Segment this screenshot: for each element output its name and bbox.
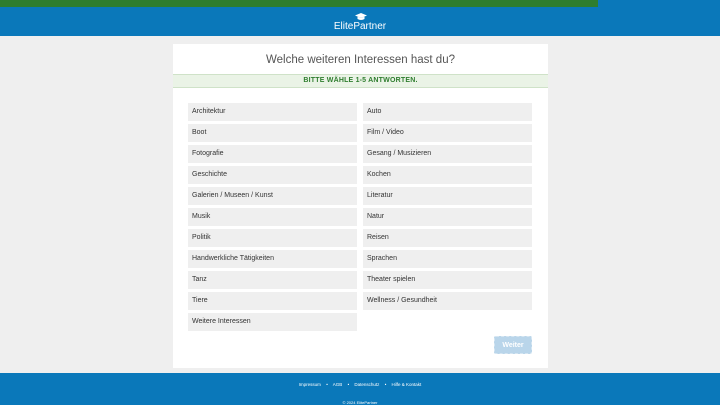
interest-option[interactable]: Literatur [363,187,532,205]
interest-options [188,103,533,333]
interest-option[interactable]: Tanz [188,271,357,289]
footer-links [0,382,720,387]
interest-option[interactable]: Fotografie [188,145,357,163]
logo-text[interactable]: ElitePartner [333,21,387,32]
footer-separator: • [347,382,350,387]
header [0,7,720,36]
graduation-cap-icon [355,13,367,21]
interest-option[interactable]: Musik [188,208,357,226]
interest-option[interactable]: Geschichte [188,166,357,184]
interest-option[interactable]: Politik [188,229,357,247]
footer-link-impressum[interactable]: Impressum [298,382,321,387]
interest-option[interactable]: Natur [363,208,532,226]
interest-option[interactable]: Theater spielen [363,271,532,289]
interest-option[interactable]: Reisen [363,229,532,247]
interest-option[interactable]: Tiere [188,292,357,310]
footer [0,373,720,405]
next-button[interactable]: Weiter [494,336,532,354]
interest-option[interactable]: Galerien / Museen / Kunst [188,187,357,205]
progress-bar [0,0,720,7]
interest-option[interactable]: Sprachen [363,250,532,268]
interest-option[interactable]: Auto [363,103,532,121]
footer-link-agb[interactable]: AGB [332,382,343,387]
interest-option[interactable]: Wellness / Gesundheit [363,292,532,310]
interest-option[interactable]: Film / Video [363,124,532,142]
progress-bar-fill [0,0,598,7]
footer-separator: • [384,382,387,387]
interest-option[interactable]: Kochen [363,166,532,184]
interest-option[interactable]: Architektur [188,103,357,121]
interest-option[interactable]: Gesang / Musizieren [363,145,532,163]
interest-option[interactable]: Boot [188,124,357,142]
question-card [173,44,548,368]
interest-option[interactable]: Handwerkliche Tätigkeiten [188,250,357,268]
copyright: © 2024 ElitePartner [342,400,378,405]
interest-option[interactable]: Weitere Interessen [188,313,357,331]
footer-separator: • [326,382,328,387]
answer-hint: BITTE WÄHLE 1-5 ANTWORTEN. [173,74,548,88]
footer-link-datenschutz[interactable]: Datenschutz [354,382,380,387]
footer-link-hilfe-kontakt[interactable]: Hilfe & Kontakt [391,382,422,387]
question-title: Welche weiteren Interessen hast du? [265,54,455,66]
